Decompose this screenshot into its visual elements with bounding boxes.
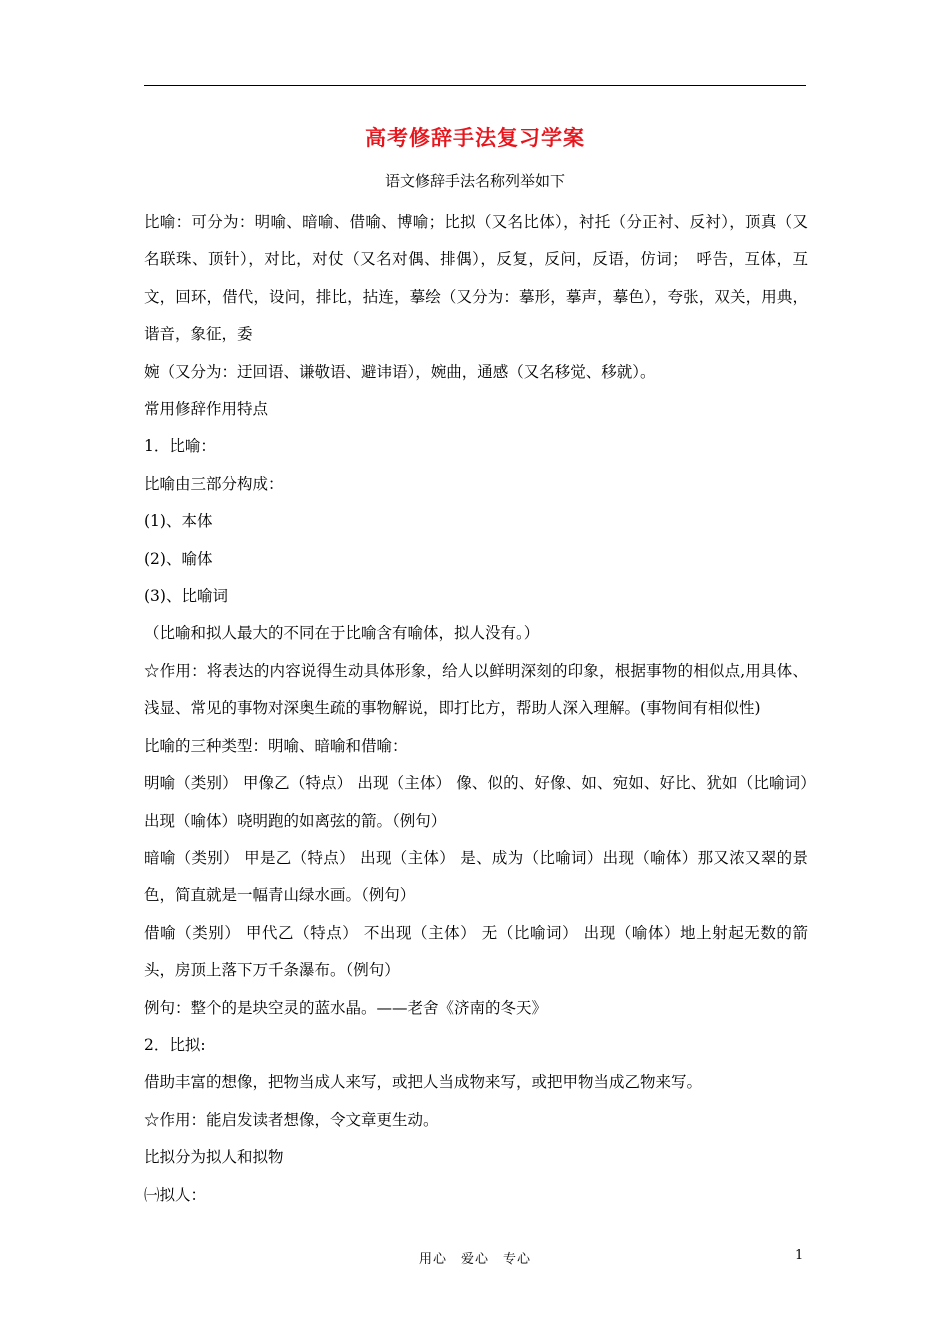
list-item: (1)、本体 xyxy=(144,512,213,531)
simile-paragraph: 明喻（类别） 甲像乙（特点） 出现（主体） 像、似的、好像、如、宛如、好比、犹如（比喻词）出现（喻体）哓明跑的如离弦的箭。（例句） xyxy=(144,774,808,830)
list-item: (2)、喻体 xyxy=(144,549,213,568)
paragraph: 比喻的三种类型：明喻、暗喻和借喻： xyxy=(144,736,408,755)
function-paragraph: ☆作用：能启发读者想像，令文章更生动。 xyxy=(144,1110,439,1129)
heading-personification: 2．比拟: xyxy=(144,1035,206,1054)
page-number: 1 xyxy=(795,1248,804,1263)
document-body xyxy=(144,204,808,1214)
paragraph: 借助丰富的想像，把物当成人来写，或把人当成物来写，或把甲物当成乙物来写。 xyxy=(144,1073,703,1092)
function-paragraph: ☆作用：将表达的内容说得生动具体形象，给人以鲜明深刻的印象，根据事物的相似点,用具体、浅显、常见的事物对深奥生疏的事物解说，即打比方，帮助人深入理解。(事物间有相似性) xyxy=(144,661,808,718)
footer-motto: 用心 爱心 专心 xyxy=(418,1252,531,1267)
metonymy-paragraph: 借喻（类别） 甲代乙（特点） 不出现（主体） 无（比喻词） 出现（喻体）地上射起无数的箭头，房顶上落下万千条瀑布。（例句） xyxy=(144,923,808,980)
paragraph: 比喻由三部分构成： xyxy=(144,474,284,493)
document-title: 高考修辞手法复习学案 xyxy=(365,125,585,150)
paragraph: 比拟分为拟人和拟物 xyxy=(144,1148,284,1167)
list-item: ㈠拟人： xyxy=(144,1185,207,1204)
paragraph-rhetoric-list-end: 婉（又分为：迂回语、谦敬语、避讳语），婉曲，通感（又名移觉、移就）。 xyxy=(144,362,656,381)
paragraph-rhetoric-list: 比喻：可分为：明喻、暗喻、借喻、博喻；比拟（又名比体），衬托（分正衬、反衬），顶真（又名联珠、顶针），对比，对仗（又名对偶、排偶），反复，反问，反语，仿词； 呼告，互体，互文，回环，借代，设问，排比，拈连，摹绘（又分为：摹形，摹声，摹色），夸张，双关，用典，谐音，象征，委 xyxy=(144,213,808,344)
heading-metaphor: 1．比喻： xyxy=(144,437,216,456)
document-subtitle: 语文修辞手法名称列举如下 xyxy=(384,172,565,190)
example-paragraph: 例句：整个的是块空灵的蓝水晶。——老舍《济南的冬天》 xyxy=(144,998,548,1017)
header-rule xyxy=(144,85,806,86)
section-heading: 常用修辞作用特点 xyxy=(144,400,269,419)
note-paragraph: （比喻和拟人最大的不同在于比喻含有喻体，拟人没有。） xyxy=(144,624,540,643)
list-item: (3)、比喻词 xyxy=(144,587,228,606)
metaphor-paragraph: 暗喻（类别） 甲是乙（特点） 出现（主体） 是、成为（比喻词）出现（喻体）那又浓又翠的景色，简直就是一幅青山绿水画。（例句） xyxy=(144,848,808,905)
